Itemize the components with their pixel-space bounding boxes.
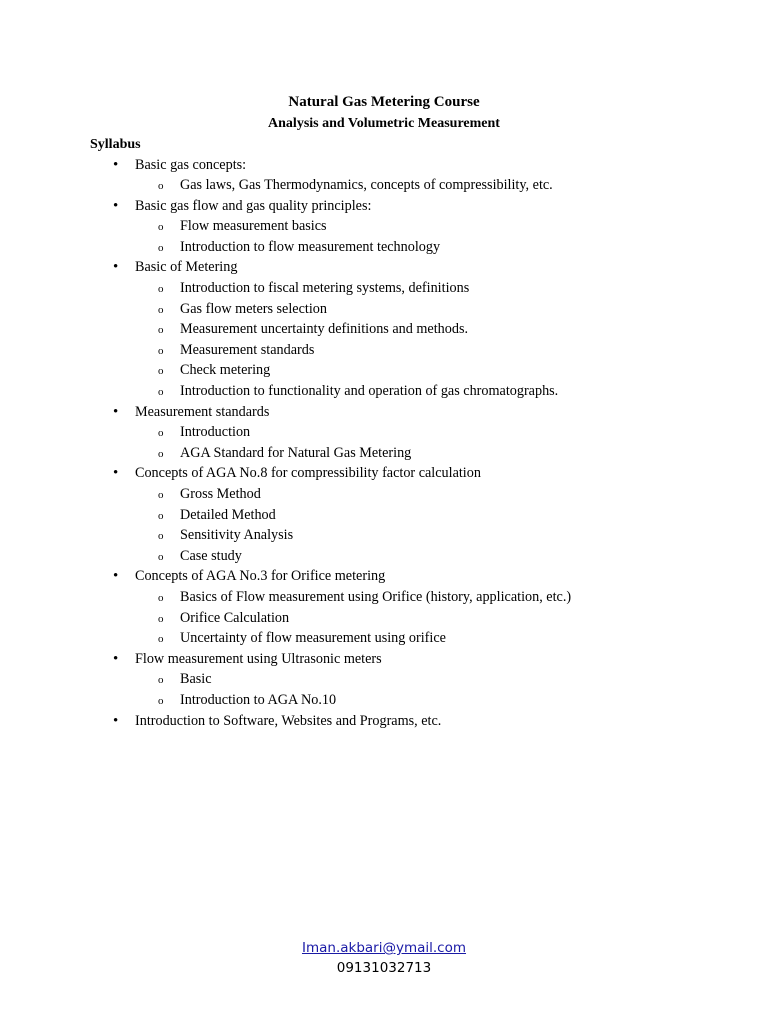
syllabus-item-label: Basic gas concepts:: [135, 156, 247, 173]
sub-bullet-icon: o: [158, 283, 164, 296]
sub-bullet-icon: o: [158, 591, 164, 604]
syllabus-subitem-label: Introduction to AGA No.10: [180, 691, 337, 708]
syllabus-subitem-label: Measurement uncertainty definitions and methods.: [180, 321, 469, 338]
syllabus-subitem-label: Sensitivity Analysis: [180, 527, 294, 544]
syllabus-subitem-label: Gross Method: [180, 486, 261, 502]
syllabus-item: [0, 402, 768, 423]
syllabus-item: [0, 711, 768, 732]
syllabus-subitem: [0, 278, 768, 299]
syllabus-item-label: Basic of Metering: [135, 259, 238, 276]
sub-bullet-icon: o: [158, 241, 164, 254]
syllabus-subitem-label: Uncertainty of flow measurement using orifice: [180, 630, 446, 647]
syllabus-subitem-label: Introduction to flow measurement technology: [180, 238, 441, 255]
syllabus-item: [0, 196, 768, 217]
syllabus-subitem-label: AGA Standard for Natural Gas Metering: [180, 444, 412, 461]
syllabus-subitem-label: Detailed Method: [180, 506, 276, 523]
syllabus-subitem: [0, 525, 768, 546]
bullet-icon: •: [113, 568, 119, 585]
sub-bullet-icon: o: [158, 221, 164, 234]
sub-bullet-icon: o: [158, 324, 164, 337]
sub-bullet-icon: o: [158, 550, 164, 563]
syllabus-heading: Syllabus: [90, 137, 141, 152]
syllabus-item: [0, 649, 768, 670]
syllabus-subitem-label: Flow measurement basics: [180, 218, 327, 235]
syllabus-subitem-label: Introduction to functionality and operation of gas chromatographs.: [180, 383, 559, 400]
syllabus-subitem: [0, 237, 768, 258]
syllabus-subitem: [0, 690, 768, 711]
syllabus-subitem: [0, 443, 768, 464]
sub-bullet-icon: o: [158, 633, 164, 646]
sub-bullet-icon: o: [158, 674, 164, 687]
syllabus-subitem: [0, 216, 768, 237]
sub-bullet-icon: o: [158, 489, 164, 501]
sub-bullet-icon: o: [158, 530, 164, 543]
syllabus-subitem-label: Basic: [180, 671, 212, 688]
bullet-icon: •: [113, 156, 119, 173]
sub-bullet-icon: o: [158, 344, 164, 357]
bullet-icon: •: [113, 259, 119, 276]
syllabus-subitem-label: Gas flow meters selection: [180, 300, 327, 317]
syllabus-subitem: [0, 546, 768, 567]
syllabus-item-label: Concepts of AGA No.3 for Orifice metering: [135, 568, 386, 585]
syllabus-subitem-label: Check metering: [180, 362, 271, 379]
page-subtitle: Analysis and Volumetric Measurement: [268, 116, 500, 131]
syllabus-subitem-label: Introduction: [180, 424, 251, 441]
bullet-icon: •: [113, 403, 119, 420]
bullet-icon: •: [113, 465, 119, 482]
phone-number: 09131032713: [336, 959, 432, 976]
sub-bullet-icon: o: [158, 447, 164, 460]
syllabus-subitem: [0, 381, 768, 402]
syllabus-item: [0, 463, 768, 484]
syllabus-subitem: [0, 299, 768, 320]
syllabus-subitem-label: Gas laws, Gas Thermodynamics, concepts of compressibility, etc.: [180, 177, 553, 194]
syllabus-item-label: Flow measurement using Ultrasonic meters: [135, 650, 382, 667]
syllabus-item-label: Measurement standards: [135, 403, 270, 420]
sub-bullet-icon: o: [158, 386, 164, 399]
syllabus-list: [0, 155, 768, 732]
syllabus-item-label: Basic gas flow and gas quality principles:: [135, 197, 372, 214]
syllabus-subitem: [0, 340, 768, 361]
syllabus-subitem: [0, 587, 768, 608]
syllabus-subitem: [0, 422, 768, 443]
sub-bullet-icon: o: [158, 303, 164, 316]
bullet-icon: •: [113, 197, 119, 214]
sub-bullet-icon: o: [158, 509, 164, 522]
syllabus-item-label: Introduction to Software, Websites and Programs, etc.: [135, 712, 442, 729]
syllabus-subitem: [0, 360, 768, 381]
page-title: Natural Gas Metering Course: [288, 94, 480, 110]
syllabus-subitem: [0, 175, 768, 196]
bullet-icon: •: [113, 650, 119, 667]
syllabus-subitem: [0, 628, 768, 649]
syllabus-subitem-label: Case study: [180, 547, 242, 564]
syllabus-subitem: [0, 505, 768, 526]
bullet-icon: •: [113, 712, 119, 729]
sub-bullet-icon: o: [158, 694, 164, 707]
syllabus-item: [0, 257, 768, 278]
footer: [0, 939, 768, 978]
syllabus-subitem: [0, 669, 768, 690]
syllabus-subitem: [0, 484, 768, 505]
syllabus-subitem: [0, 608, 768, 629]
syllabus-item: [0, 155, 768, 176]
sub-bullet-icon: o: [158, 180, 164, 193]
syllabus-subitem: [0, 319, 768, 340]
syllabus-subitem-label: Basics of Flow measurement using Orifice (history, application, etc.): [180, 588, 572, 605]
syllabus-subitem-label: Introduction to fiscal metering systems, definitions: [180, 280, 470, 297]
sub-bullet-icon: o: [158, 612, 164, 625]
syllabus-subitem-label: Measurement standards: [180, 341, 315, 358]
sub-bullet-icon: o: [158, 365, 164, 378]
sub-bullet-icon: o: [158, 427, 164, 440]
email-link[interactable]: Iman.akbari@ymail.com: [301, 940, 467, 956]
syllabus-item-label: Concepts of AGA No.8 for compressibility factor calculation: [135, 465, 481, 482]
syllabus-subitem-label: Orifice Calculation: [180, 609, 290, 626]
syllabus-item: [0, 566, 768, 587]
